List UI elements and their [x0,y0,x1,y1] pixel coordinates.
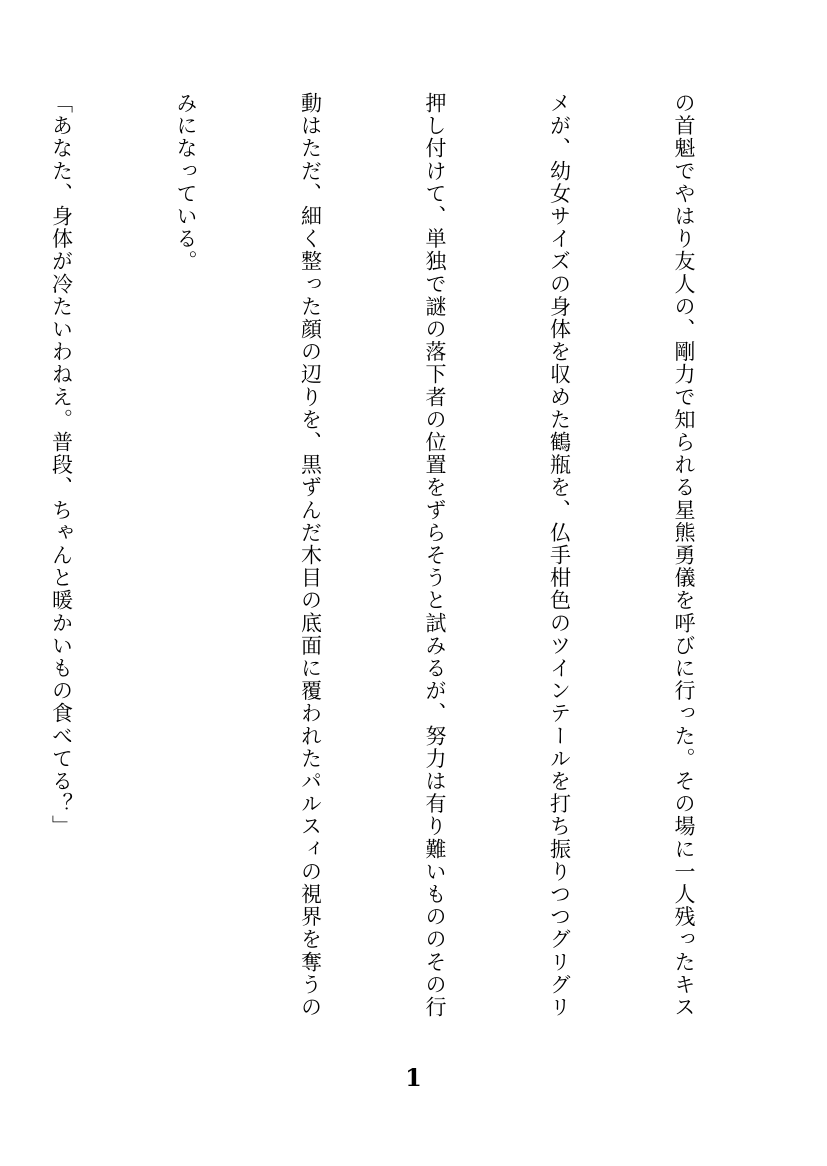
text-column-4: 動はただ、細く整った顔の辺りを、黒ずんだ木目の底面に覆われたパルスィの視界を奪うの [298,92,323,1019]
text-column-3: 押し付けて、単独で謎の落下者の位置をずらそうと試みるが、努力は有り難いもののその行 [423,92,447,1019]
vertical-text-body [37,92,787,1052]
text-column-5: みになっている。 [174,92,198,273]
text-column-2: メが、幼女サイズの身体を収めた鶴瓶を、仏手柑色のツインテールを打ち振りつつグリグリ [547,92,572,1019]
page-number: 1 [405,1063,422,1092]
text-column-1: の首魁でやはり友人の、剛力で知られる星熊勇儀を呼びに行った。その場に一人残ったキス [672,92,696,1019]
text-column-6: 「あなた、身体が冷たいわねえ。普段、ちゃんと暖かいもの食べてる？」 [49,92,74,838]
